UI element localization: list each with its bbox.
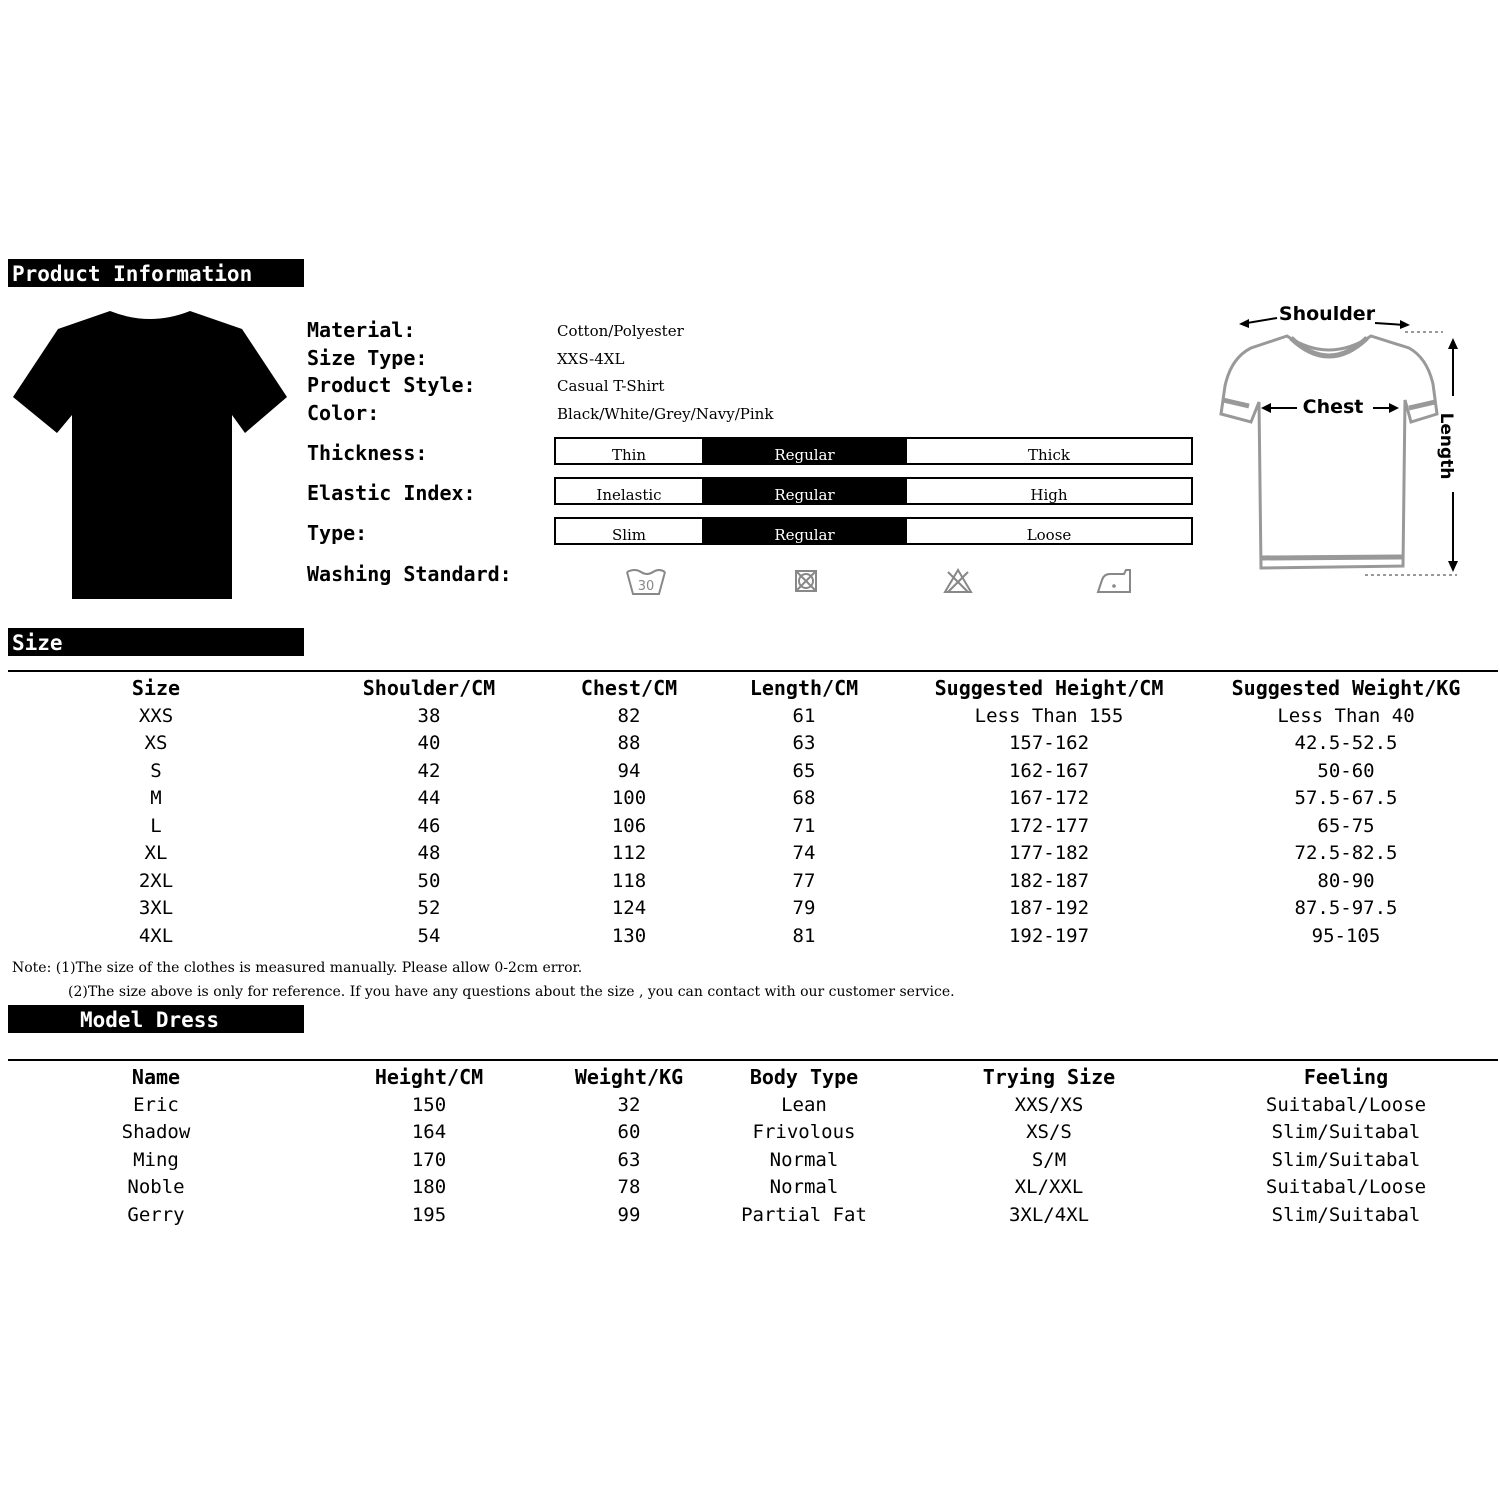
table-cell: 124 (611, 897, 647, 920)
table-cell: 40 (417, 732, 441, 755)
scale-bar (554, 517, 1193, 545)
column-header: Feeling (1303, 1065, 1389, 1089)
scale-option: Inelastic (596, 486, 662, 504)
table-cell: 65-75 (1317, 814, 1375, 837)
table-cell: 180 (411, 1176, 447, 1199)
table-cell: 182-187 (1008, 869, 1090, 892)
table-cell: 54 (417, 924, 441, 947)
size-table-rule (8, 670, 1498, 672)
info-value: XXS-4XL (557, 350, 625, 368)
table-cell: 42 (417, 759, 441, 782)
info-label: Product Style: (307, 373, 476, 397)
column-header: Shoulder/CM (362, 676, 496, 700)
chest-label: Chest (1302, 396, 1364, 418)
table-cell: Less Than 40 (1277, 704, 1415, 727)
column-header: Trying Size (982, 1065, 1116, 1089)
scale-option-selected: Regular (702, 439, 907, 463)
column-header: Chest/CM (580, 676, 678, 700)
table-cell: 3XL (138, 897, 174, 920)
table-cell: 3XL/4XL (1008, 1203, 1090, 1226)
table-cell: 81 (792, 924, 816, 947)
table-cell: Lean (781, 1093, 827, 1116)
table-cell: Less Than 155 (974, 704, 1124, 727)
table-row (8, 895, 1498, 923)
info-label: Color: (307, 401, 380, 425)
model-dress-header: Model Dress (8, 1005, 304, 1033)
no-tumble-dry-icon (792, 566, 820, 596)
product-info-header: Product Information (8, 259, 304, 287)
table-cell: 112 (611, 842, 647, 865)
table-cell: 32 (617, 1093, 641, 1116)
table-row (8, 702, 1498, 730)
table-row (8, 757, 1498, 785)
table-row (8, 730, 1498, 758)
table-cell: 63 (792, 732, 816, 755)
table-cell: Frivolous (752, 1121, 856, 1144)
table-cell: 192-197 (1008, 924, 1090, 947)
table-cell: Slim/Suitabal (1271, 1203, 1421, 1226)
table-cell: 48 (417, 842, 441, 865)
scale-label: Thickness: (307, 441, 428, 465)
table-cell: Normal (769, 1176, 839, 1199)
table-cell: XL/XXL (1014, 1176, 1084, 1199)
size-table (8, 674, 1498, 950)
table-cell: M (150, 787, 162, 810)
table-cell: 130 (611, 924, 647, 947)
scale-label: Type: (307, 521, 368, 545)
size-note-1: Note: (1)The size of the clothes is measured manually. Please allow 0-2cm error. (12, 960, 583, 976)
info-value: Black/White/Grey/Navy/Pink (557, 405, 774, 423)
scale-option: Loose (1026, 526, 1072, 544)
info-value: Casual T-Shirt (557, 377, 665, 395)
table-row (8, 1146, 1498, 1174)
info-label: Size Type: (307, 346, 428, 370)
scale-label: Elastic Index: (307, 481, 476, 505)
measurement-diagram (1205, 296, 1500, 588)
table-cell: XS/S (1026, 1121, 1072, 1144)
table-cell: 77 (792, 869, 816, 892)
table-row (8, 1119, 1498, 1147)
model-table (8, 1063, 1498, 1229)
table-cell: 94 (617, 759, 641, 782)
table-cell: 50-60 (1317, 759, 1375, 782)
table-cell: Suitabal/Loose (1265, 1176, 1427, 1199)
table-cell: 88 (617, 732, 641, 755)
column-header: Suggested Weight/KG (1231, 676, 1461, 700)
table-row (8, 785, 1498, 813)
table-cell: 52 (417, 897, 441, 920)
scale-bar (554, 477, 1193, 505)
wash-temp-label: 30 (637, 579, 655, 594)
table-cell: 44 (417, 787, 441, 810)
table-cell: 170 (411, 1148, 447, 1171)
model-table-rule (8, 1059, 1498, 1061)
table-row (8, 1201, 1498, 1229)
table-cell: Eric (133, 1093, 179, 1116)
table-cell: Suitabal/Loose (1265, 1093, 1427, 1116)
table-cell: 65 (792, 759, 816, 782)
table-cell: 38 (417, 704, 441, 727)
table-cell: XS (144, 732, 168, 755)
size-header: Size (8, 628, 304, 656)
table-cell: 72.5-82.5 (1294, 842, 1398, 865)
table-cell: 4XL (138, 924, 174, 947)
table-cell: 63 (617, 1148, 641, 1171)
column-header: Size (131, 676, 181, 700)
column-header: Length/CM (749, 676, 859, 700)
table-cell: 74 (792, 842, 816, 865)
table-cell: 2XL (138, 869, 174, 892)
table-cell: 50 (417, 869, 441, 892)
table-cell: S (150, 759, 162, 782)
table-cell: 99 (617, 1203, 641, 1226)
table-cell: Shadow (121, 1121, 191, 1144)
table-cell: 177-182 (1008, 842, 1090, 865)
table-cell: 164 (411, 1121, 447, 1144)
table-cell: XXS/XS (1014, 1093, 1084, 1116)
table-cell: L (150, 814, 162, 837)
table-cell: 87.5-97.5 (1294, 897, 1398, 920)
table-cell: 118 (611, 869, 647, 892)
table-cell: Slim/Suitabal (1271, 1148, 1421, 1171)
scale-option: Slim (611, 526, 647, 544)
table-cell: 100 (611, 787, 647, 810)
scale-bar (554, 437, 1193, 465)
column-header: Height/CM (374, 1065, 484, 1089)
table-cell: 162-167 (1008, 759, 1090, 782)
table-cell: 167-172 (1008, 787, 1090, 810)
table-cell: Slim/Suitabal (1271, 1121, 1421, 1144)
scale-option: Thin (611, 446, 647, 464)
info-value: Cotton/Polyester (557, 322, 684, 340)
table-cell: 79 (792, 897, 816, 920)
table-cell: 78 (617, 1176, 641, 1199)
size-note-2: (2)The size above is only for reference. If you have any questions about the size , you can contact with our customer service. (68, 984, 955, 1000)
table-cell: Gerry (127, 1203, 185, 1226)
table-row (8, 922, 1498, 950)
table-cell: Noble (127, 1176, 185, 1199)
table-cell: 68 (792, 787, 816, 810)
table-cell: 106 (611, 814, 647, 837)
table-cell: 150 (411, 1093, 447, 1116)
table-row (8, 812, 1498, 840)
table-cell: XL (144, 842, 168, 865)
info-label: Material: (307, 318, 416, 342)
scale-option-selected: Regular (702, 519, 907, 543)
table-cell: 46 (417, 814, 441, 837)
table-cell: 95-105 (1311, 924, 1381, 947)
washing-standard-label: Washing Standard: (307, 562, 512, 586)
table-cell: 80-90 (1317, 869, 1375, 892)
no-bleach-icon (942, 566, 974, 596)
table-cell: 172-177 (1008, 814, 1090, 837)
scale-option: High (1030, 486, 1068, 504)
table-cell: Ming (133, 1148, 179, 1171)
table-cell: 60 (617, 1121, 641, 1144)
table-cell: 187-192 (1008, 897, 1090, 920)
table-cell: Partial Fat (741, 1203, 867, 1226)
table-row (8, 867, 1498, 895)
table-cell: XXS (138, 704, 174, 727)
table-cell: 61 (792, 704, 816, 727)
column-header: Body Type (749, 1065, 859, 1089)
table-cell: 195 (411, 1203, 447, 1226)
column-header: Weight/KG (574, 1065, 684, 1089)
length-label: Length (1436, 412, 1456, 480)
table-cell: 42.5-52.5 (1294, 732, 1398, 755)
wash-30-icon (624, 566, 668, 598)
column-header: Name (131, 1065, 181, 1089)
table-cell: S/M (1031, 1148, 1067, 1171)
table-cell: 57.5-67.5 (1294, 787, 1398, 810)
table-row (8, 1174, 1498, 1202)
shoulder-label: Shoulder (1278, 303, 1376, 325)
scale-option-selected: Regular (702, 479, 907, 503)
iron-low-icon (1094, 566, 1134, 598)
table-cell: Normal (769, 1148, 839, 1171)
table-row (8, 1091, 1498, 1119)
column-header: Suggested Height/CM (934, 676, 1164, 700)
black-tshirt-image (10, 305, 292, 605)
scale-option: Thick (1028, 446, 1070, 464)
table-row (8, 840, 1498, 868)
table-cell: 157-162 (1008, 732, 1090, 755)
table-cell: 71 (792, 814, 816, 837)
table-cell: 82 (617, 704, 641, 727)
